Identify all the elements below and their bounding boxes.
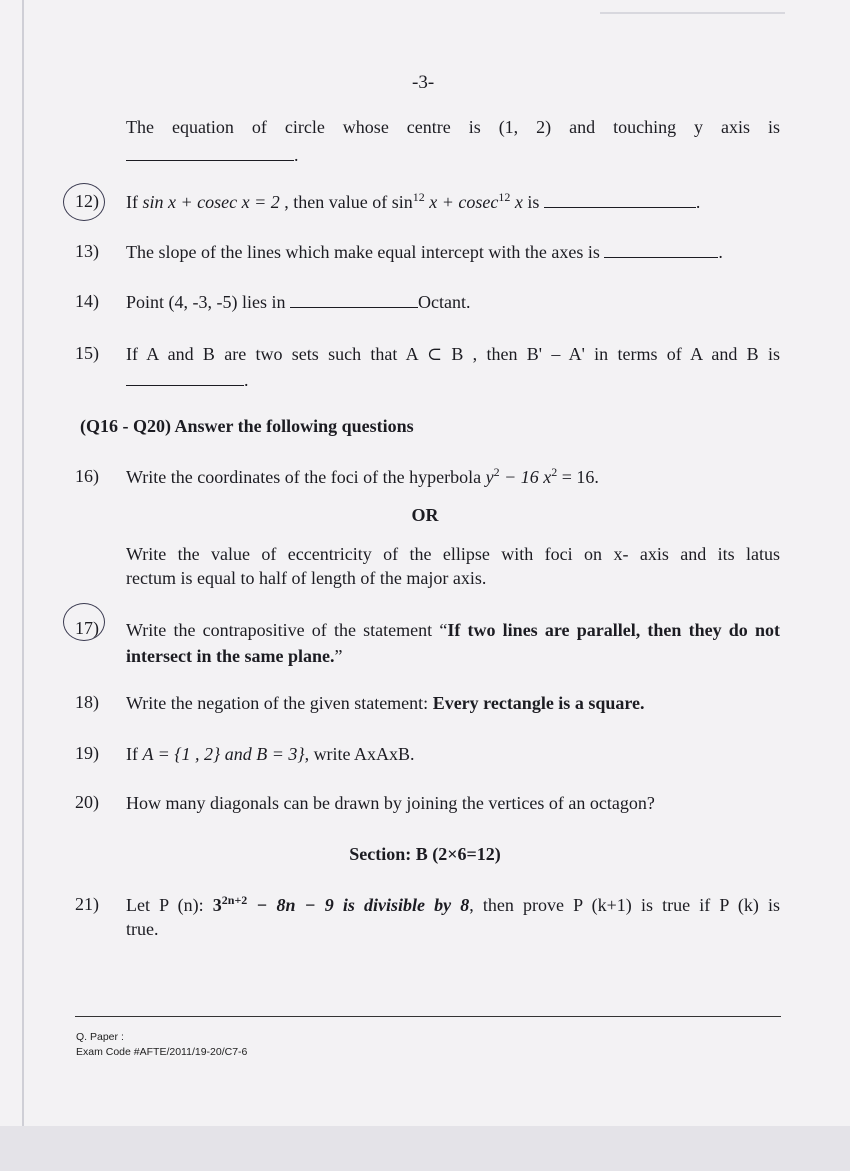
q20-text: How many diagonals can be drawn by joining the vertices of an octagon? xyxy=(126,793,655,813)
page-left-edge xyxy=(22,0,24,1130)
q13-number: 13) xyxy=(75,241,99,261)
answer-blank xyxy=(126,145,294,161)
q14-number: 14) xyxy=(75,291,99,311)
q11-answer-line: . xyxy=(126,143,780,167)
q11-text: The equation of circle whose centre is (1, 2) and touching y axis is xyxy=(126,117,780,137)
answer-blank xyxy=(290,292,418,308)
q18-number: 18) xyxy=(75,692,99,712)
page-number: -3- xyxy=(412,72,435,93)
q16-alt-line1: Write the value of eccentricity of the ellipse with foci on x- axis and its latus xyxy=(126,544,780,564)
q14-text: Point (4, -3, -5) lies in Octant. xyxy=(126,292,471,312)
q12-number: 12) xyxy=(75,191,99,211)
answer-blank xyxy=(126,370,244,386)
footer-divider xyxy=(75,1016,781,1017)
q20-number: 20) xyxy=(75,792,99,812)
section-heading-q16-q20: (Q16 - Q20) Answer the following questions xyxy=(80,416,414,436)
page-top-edge xyxy=(600,12,785,14)
q12-expression: sin x + cosec x = 2 xyxy=(142,192,280,212)
q15-answer-line: . xyxy=(126,368,780,392)
q17-number: 17) xyxy=(75,618,99,638)
q13-text: The slope of the lines which make equal intercept with the axes is . xyxy=(126,242,723,262)
q18-text: Write the negation of the given statement: Every rectangle is a square. xyxy=(126,693,645,713)
q19-text: If A = {1 , 2} and B = 3}, write AxAxB. xyxy=(126,744,415,764)
q12-text: If sin x + cosec x = 2 , then value of $\sin^{12} x + cosec^{12}$ x is . xyxy=(126,190,701,212)
or-label: OR xyxy=(411,505,439,525)
q16-number: 16) xyxy=(75,466,99,486)
footer-paper-label: Q. Paper : xyxy=(76,1031,124,1043)
answer-blank xyxy=(604,242,718,258)
q15-number: 15) xyxy=(75,343,99,363)
footer-exam-code: Exam Code #AFTE/2011/19-20/C7-6 xyxy=(76,1046,248,1058)
q21-number: 21) xyxy=(75,894,99,914)
page-bottom-band xyxy=(0,1126,850,1171)
answer-blank xyxy=(544,192,696,208)
q21-text-line2: true. xyxy=(126,919,159,939)
q21-text: Let P (n): $3^{2n+2} - 8n - 9$ is divisible by 8, then prove P (k+1) is true if P (k) is xyxy=(126,893,781,915)
q19-number: 19) xyxy=(75,743,99,763)
section-b-heading: Section: B (2×6=12) xyxy=(349,844,501,864)
q16-alt-line2: rectum is equal to half of length of the major axis. xyxy=(126,568,487,588)
q16-text: Write the coordinates of the foci of the hyperbola $y^2 - 16$ $x^2 = 16$. xyxy=(126,465,599,487)
q15-text: If A and B are two sets such that A ⊂ B , then B' – A' in terms of A and B is xyxy=(126,344,780,364)
q17-text: Write the contrapositive of the statement “If two lines are parallel, then they do not intersect in the same plane.” xyxy=(126,620,780,666)
